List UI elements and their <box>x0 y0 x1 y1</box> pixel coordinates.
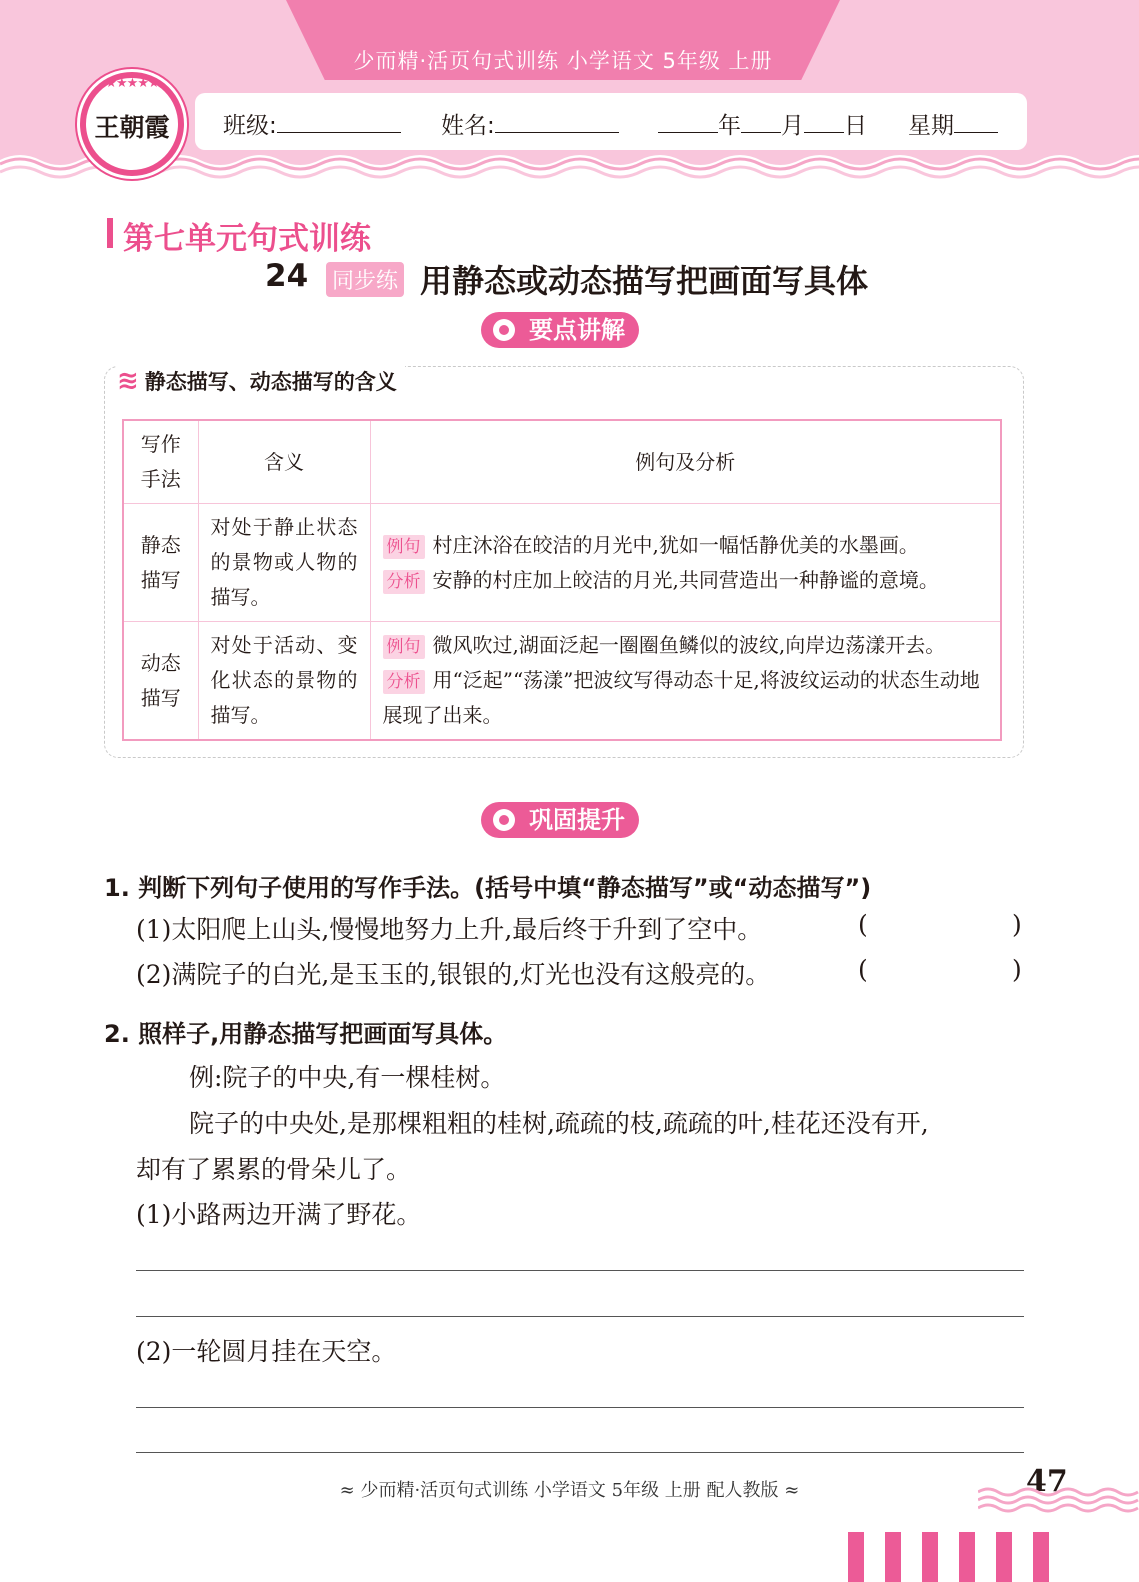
example-cell <box>370 504 1001 622</box>
concept-table <box>122 419 1002 741</box>
section-practice <box>481 802 639 838</box>
footer-wave <box>978 1484 1139 1520</box>
answer-paren-close: ) <box>1012 955 1022 984</box>
footer-stripe <box>1033 1532 1049 1582</box>
class-label: 班级: <box>223 113 277 139</box>
method-cell: 静态描写 <box>123 504 198 622</box>
meaning-cell: 对处于静止状态的景物或人物的描写。 <box>198 504 370 622</box>
analysis-line <box>383 663 989 733</box>
footer-stripe <box>959 1532 975 1582</box>
month-blank[interactable] <box>741 111 781 133</box>
section-practice-label: 巩固提升 <box>529 806 625 834</box>
question-2-item-1: (1)小路两边开满了野花。 <box>136 1200 422 1229</box>
concept-heading <box>117 366 405 396</box>
unit-title: 第七单元句式训练 <box>123 221 371 257</box>
example-text: 村庄沐浴在皎洁的月光中,犹如一幅恬静优美的水墨画。 <box>432 532 919 557</box>
footer-stripe <box>885 1532 901 1582</box>
day-blank[interactable] <box>804 111 844 133</box>
method-cell: 动态描写 <box>123 622 198 741</box>
analysis-line <box>383 563 989 598</box>
question-1-title: 1. 判断下列句子使用的写作手法。(括号中填“静态描写”或“动态描写”) <box>104 874 872 902</box>
section-key-points-label: 要点讲解 <box>529 316 625 344</box>
unit-title-bar <box>107 218 113 248</box>
waves-icon: ≋ <box>117 366 139 396</box>
year-blank[interactable] <box>658 111 718 133</box>
example-cell <box>370 622 1001 741</box>
example-sentence: 例:院子的中央,有一棵桂树。 <box>189 1063 506 1092</box>
class-blank[interactable] <box>277 111 401 133</box>
example-tag: 例句 <box>383 635 425 659</box>
col-header-example: 例句及分析 <box>370 420 1001 504</box>
medal-icon <box>493 319 515 341</box>
page-number: 47 <box>1026 1464 1068 1499</box>
question-1-item-2: (2)满院子的白光,是玉玉的,银银的,灯光也没有这般亮的。 <box>136 960 771 989</box>
answer-paren-open: ( <box>858 910 868 939</box>
weekday-field[interactable] <box>908 107 998 140</box>
class-field[interactable] <box>223 107 401 140</box>
day-label: 日 <box>844 113 867 139</box>
lesson-number: 24 <box>265 258 309 294</box>
student-info-box <box>195 93 1027 150</box>
analysis-text: 安静的村庄加上皎洁的月光,共同营造出一种静谧的意境。 <box>432 567 939 592</box>
example-line <box>383 628 989 663</box>
date-field[interactable] <box>658 107 867 140</box>
answer-line[interactable] <box>136 1407 1024 1408</box>
example-answer-line-1: 院子的中央处,是那棵粗粗的桂树,疏疏的枝,疏疏的叶,桂花还没有开, <box>189 1109 929 1138</box>
col-header-method: 写作手法 <box>123 420 198 504</box>
answer-paren-close: ) <box>1012 910 1022 939</box>
answer-line[interactable] <box>136 1452 1024 1453</box>
lesson-tag: 同步练 <box>326 262 404 297</box>
weekday-blank[interactable] <box>954 111 998 133</box>
footer-stripe <box>996 1532 1012 1582</box>
year-label: 年 <box>718 113 741 139</box>
logo-stars: ★★★★★ <box>105 76 159 91</box>
example-answer-line-2: 却有了累累的骨朵儿了。 <box>136 1155 412 1184</box>
weekday-label: 星期 <box>908 113 954 139</box>
answer-slot-1[interactable] <box>875 910 1005 944</box>
answer-line[interactable] <box>136 1316 1024 1317</box>
analysis-tag: 分析 <box>383 570 425 594</box>
table-header-row <box>123 420 1001 504</box>
example-line <box>383 528 989 563</box>
name-blank[interactable] <box>495 111 619 133</box>
name-label: 姓名: <box>441 113 495 139</box>
question-2-title: 2. 照样子,用静态描写把画面写具体。 <box>104 1020 508 1048</box>
example-tag: 例句 <box>383 535 425 559</box>
answer-slot-2[interactable] <box>875 955 1005 989</box>
answer-line[interactable] <box>136 1270 1024 1271</box>
question-1-item-1: (1)太阳爬上山头,慢慢地努力上升,最后终于升到了空中。 <box>136 915 763 944</box>
table-row <box>123 622 1001 741</box>
concept-heading-text: 静态描写、动态描写的含义 <box>144 370 397 394</box>
month-label: 月 <box>781 113 804 139</box>
question-2-item-2: (2)一轮圆月挂在天空。 <box>136 1337 397 1366</box>
analysis-tag: 分析 <box>383 670 425 694</box>
col-header-meaning: 含义 <box>198 420 370 504</box>
section-key-points <box>481 312 639 348</box>
logo-text: 王朝霞 <box>94 113 170 142</box>
table-row <box>123 504 1001 622</box>
footer-stripe <box>848 1532 864 1582</box>
analysis-text: 用“泛起”“荡漾”把波纹写得动态十足,将波纹运动的状态生动地展现了出来。 <box>382 668 980 727</box>
name-field[interactable] <box>441 107 619 140</box>
meaning-cell: 对处于活动、变化状态的景物的描写。 <box>198 622 370 741</box>
series-title: 少而精·活页句式训练 小学语文 5年级 上册 <box>353 49 773 73</box>
brand-logo <box>80 72 184 176</box>
footer-text: ≈ 少而精·活页句式训练 小学语文 5年级 上册 配人教版 ≈ <box>339 1480 800 1501</box>
lesson-title: 用静态或动态描写把画面写具体 <box>420 262 869 300</box>
footer-stripe <box>922 1532 938 1582</box>
example-text: 微风吹过,湖面泛起一圈圈鱼鳞似的波纹,向岸边荡漾开去。 <box>432 633 946 657</box>
medal-icon <box>493 809 515 831</box>
answer-paren-open: ( <box>858 955 868 984</box>
